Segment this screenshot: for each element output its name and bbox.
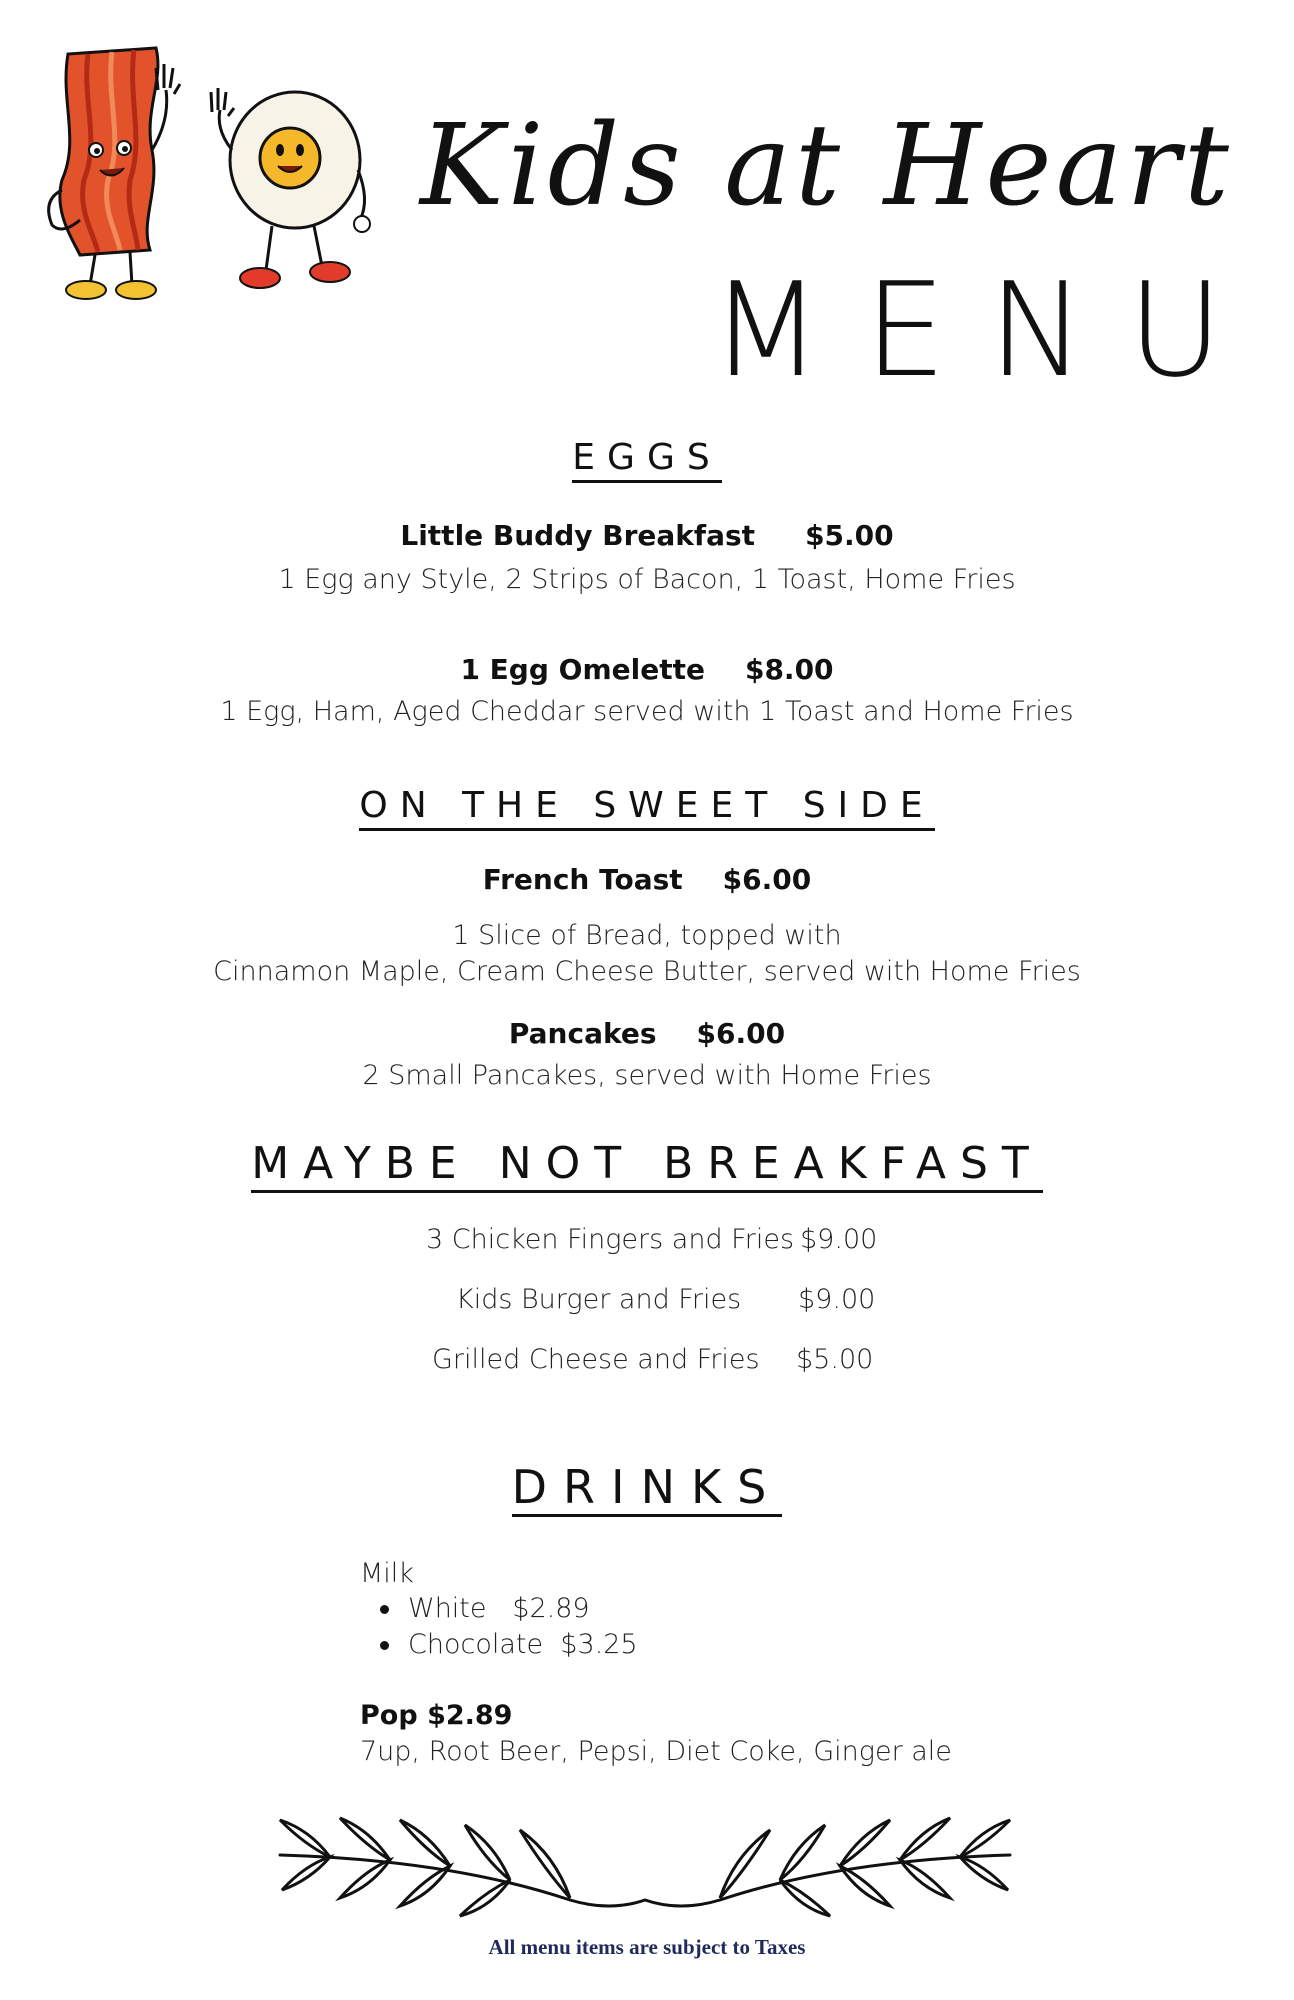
item-price: $6.00: [722, 863, 812, 896]
drink-name: White: [408, 1593, 487, 1624]
item-price: $6.00: [696, 1017, 786, 1050]
item-name: Little Buddy Breakfast: [400, 519, 756, 552]
milk-option-white: [408, 1595, 590, 1622]
item-name: Grilled Cheese and Fries: [432, 1344, 760, 1375]
item-name: 1 Egg Omelette: [460, 653, 705, 686]
item-description-line-2: Cinnamon Maple, Cream Cheese Butter, served with Home Fries: [213, 956, 1081, 987]
section-heading-drinks: DRINKS: [0, 1464, 1294, 1517]
laurel-branch-icon: [270, 1800, 1020, 1920]
item-price: $8.00: [744, 653, 834, 686]
menu-item-little-buddy-breakfast: [0, 519, 1294, 552]
menu-item-french-toast: [0, 863, 1294, 896]
section-heading-sweet: ON THE SWEET SIDE: [0, 788, 1294, 831]
item-name: French Toast: [482, 863, 683, 896]
menu-item-grilled-cheese: [432, 1346, 760, 1373]
item-description: 1 Egg any Style, 2 Strips of Bacon, 1 Toast, Home Fries: [278, 564, 1016, 595]
item-name: Pancakes: [508, 1017, 657, 1050]
menu-item-chicken-fingers: [426, 1226, 794, 1253]
item-description-line-1: 1 Slice of Bread, topped with: [452, 920, 842, 951]
bullet-icon: [380, 1641, 389, 1650]
section-heading-eggs: EGGS: [0, 440, 1294, 483]
script-title: Kids at Heart: [420, 101, 1233, 231]
item-description: 2 Small Pancakes, served with Home Fries: [362, 1060, 932, 1091]
menu-item-egg-omelette: [0, 653, 1294, 686]
pop-list: 7up, Root Beer, Pepsi, Diet Coke, Ginger ale: [360, 1736, 952, 1767]
item-name: Kids Burger and Fries: [456, 1284, 742, 1315]
milk-option-chocolate: [408, 1631, 638, 1658]
menu-item-pancakes: [0, 1017, 1294, 1050]
item-price: $5.00: [805, 519, 894, 552]
drink-price: $3.25: [560, 1629, 638, 1660]
fried-egg-mascot-icon: [211, 88, 370, 288]
section-heading-not-breakfast: MAYBE NOT BREAKFAST: [0, 1142, 1294, 1193]
drink-name: Chocolate: [408, 1629, 544, 1660]
menu-title: MENU: [710, 254, 1265, 406]
milk-label: Milk: [360, 1558, 414, 1589]
bacon-mascot-icon: [49, 48, 180, 299]
item-name: 3 Chicken Fingers and Fries: [426, 1224, 795, 1255]
pop-label: Pop $2.89: [360, 1700, 513, 1731]
menu-item-kids-burger: [456, 1286, 741, 1313]
item-price: $9.00: [798, 1284, 876, 1315]
mascots-illustration: [40, 40, 380, 300]
item-price: $5.00: [796, 1344, 874, 1375]
drink-price: $2.89: [512, 1593, 590, 1624]
item-description: 1 Egg, Ham, Aged Cheddar served with 1 Toast and Home Fries: [220, 696, 1074, 727]
tax-note: All menu items are subject to Taxes: [488, 1935, 806, 1959]
item-price: $9.00: [800, 1224, 878, 1255]
bullet-icon: [380, 1605, 389, 1614]
